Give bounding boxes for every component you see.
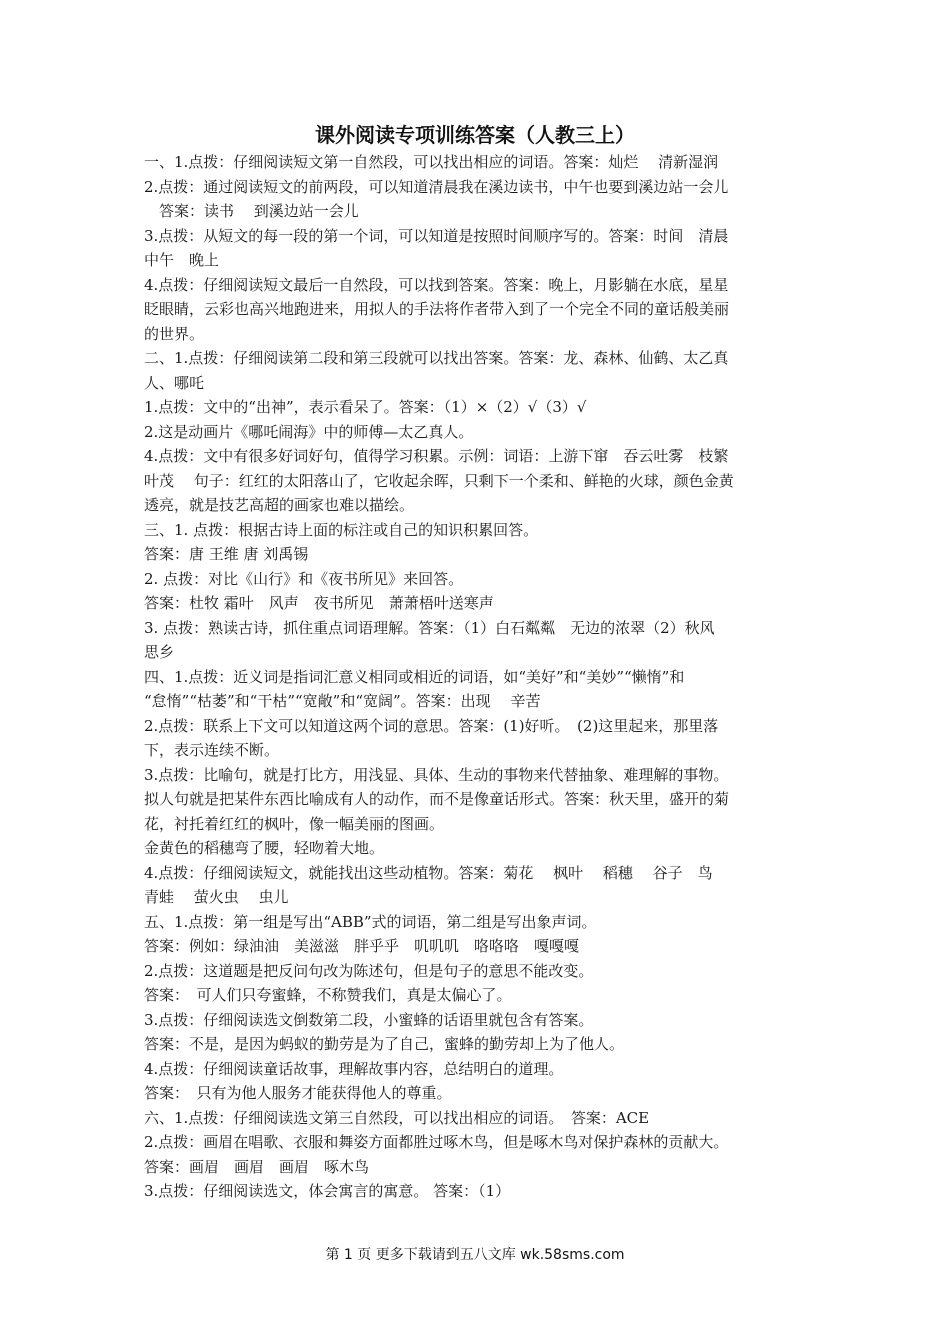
- text-line: 拟人句就是把某件东西比喻成有人的动作，而不是像童话形式。答案：秋天里，盛开的菊: [144, 790, 730, 808]
- text-line: 答案：例如：绿油油 美滋滋 胖乎乎 叽叽叽 咯咯咯 嘎嘎嘎: [144, 937, 580, 955]
- text-line: 一、1.点拨：仔细阅读短文第一自然段，可以找出相应的词语。答案：灿烂 清新湿润: [144, 153, 719, 171]
- text-line: 2.点拨：通过阅读短文的前两段，可以知道清晨我在溪边读书，中午也要到溪边站一会儿: [144, 177, 729, 196]
- text-line: 答案：画眉 画眉 画眉 啄木鸟: [144, 1157, 370, 1176]
- document-title: 课外阅读专项训练答案（人教三上）: [315, 123, 635, 147]
- text-line: 人、哪吒: [144, 373, 205, 392]
- text-line: 花，衬托着红红的枫叶，像一幅美丽的图画。: [144, 814, 445, 833]
- text-line: 3. 点拨：熟读古诗，抓住重点词语理解。答案：（1）白石粼粼 无边的浓翠（2）秋风: [144, 618, 715, 637]
- text-line: 3.点拨：从短文的每一段的第一个词，可以知道是按照时间顺序写的。答案：时间 清晨: [144, 226, 729, 245]
- text-line: 金黄色的稻穗弯了腰，轻吻着大地。: [144, 839, 385, 857]
- text-line: 下，表示连续不断。: [144, 741, 280, 759]
- text-line: “怠惰”“枯萎”和“干枯”“宽敞”和“宽阔”。答案：出现 辛苦: [144, 692, 541, 710]
- text-line: 五、1.点拨：第一组是写出“ABB”式的词语，第二组是写出象声词。: [144, 912, 597, 931]
- text-line: 答案：读书 到溪边站一会儿: [144, 202, 359, 220]
- text-line: 四、1.点拨：近义词是指词汇意义相同或相近的词语，如“美好”和“美妙”“懒惰”和: [144, 667, 685, 686]
- text-line: 答案：唐 王维 唐 刘禹锡: [144, 545, 309, 563]
- answer-body: [144, 150, 812, 1204]
- text-line: 二、1.点拨：仔细阅读第二段和第三段就可以找出答案。答案：龙、森林、仙鹤、太乙真: [144, 349, 729, 367]
- text-line: 答案： 可人们只夸蜜蜂，不称赞我们，真是太偏心了。: [144, 986, 512, 1004]
- text-line: 4.点拨：仔细阅读短文，就能找出这些动植物。答案：菊花 枫叶 稻穗 谷子 鸟: [144, 863, 713, 882]
- text-line: 3.点拨：比喻句，就是打比方，用浅显、具体、生动的事物来代替抽象、难理解的事物。: [144, 765, 729, 784]
- text-line: 3.点拨：仔细阅读选文倒数第二段，小蜜蜂的话语里就包含有答案。: [144, 1010, 594, 1029]
- text-line: 2.这是动画片《哪吒闹海》中的师傅—太乙真人。: [144, 422, 474, 441]
- text-line: 青蛙 萤火虫 虫儿: [144, 888, 289, 906]
- text-line: 三、1. 点拨：根据古诗上面的标注或自己的知识积累回答。: [144, 520, 539, 539]
- text-line: 答案：杜牧 霜叶 风声 夜书所见 萧萧梧叶送寒声: [144, 594, 494, 612]
- text-line: 3.点拨：仔细阅读选文，体会寓言的寓意。 答案：（1）: [144, 1182, 511, 1200]
- text-line: 2.点拨：这道题是把反问句改为陈述句，但是句子的意思不能改变。: [144, 961, 594, 980]
- text-line: 的世界。: [144, 324, 205, 343]
- text-line: 答案：不是，是因为蚂蚁的勤劳是为了自己，蜜蜂的勤劳却上为了他人。: [144, 1035, 625, 1053]
- text-line: 透亮，就是技艺高超的画家也难以描绘。: [144, 496, 415, 514]
- text-line: 眨眼睛，云彩也高兴地跑进来，用拟人的手法将作者带入到了一个完全不同的童话般美丽: [144, 300, 730, 318]
- text-line: 2.点拨：联系上下文可以知道这两个词的意思。答案：(1)好听。 (2)这里起来，那里落: [144, 716, 719, 735]
- text-line: 答案： 只有为他人服务才能获得他人的尊重。: [144, 1084, 452, 1102]
- text-line: 思乡: [144, 643, 175, 661]
- text-line: 4.点拨：仔细阅读童话故事，理解故事内容，总结明白的道理。: [144, 1059, 564, 1078]
- text-line: 叶茂 句子：红红的太阳落山了，它收起余晖，只剩下一个柔和、鲜艳的火球，颜色金黄: [144, 471, 734, 490]
- text-line: 2.点拨：画眉在唱歌、衣服和舞姿方面都胜过啄木鸟，但是啄木鸟对保护森林的贡献大。: [144, 1133, 729, 1151]
- page-footer: 第 1 页 更多下载请到五八文库 wk.58sms.com: [325, 1247, 625, 1263]
- text-line: 4.点拨：文中有很多好词好句，值得学习积累。示例：词语：上游下窜 吞云吐雾 枝繁: [144, 447, 729, 465]
- text-line: 1.点拨：文中的“出神”，表示看呆了。答案：（1）×（2）√（3）√: [144, 398, 587, 416]
- text-line: 六、1.点拨：仔细阅读选文第三自然段，可以找出相应的词语。 答案：ACE: [144, 1108, 650, 1127]
- text-line: 4.点拨：仔细阅读短文最后一自然段，可以找到答案。答案：晚上，月影躺在水底，星星: [144, 275, 729, 294]
- text-line: 2. 点拨：对比《山行》和《夜书所见》来回答。: [144, 569, 464, 588]
- text-line: 中午 晚上: [144, 251, 220, 269]
